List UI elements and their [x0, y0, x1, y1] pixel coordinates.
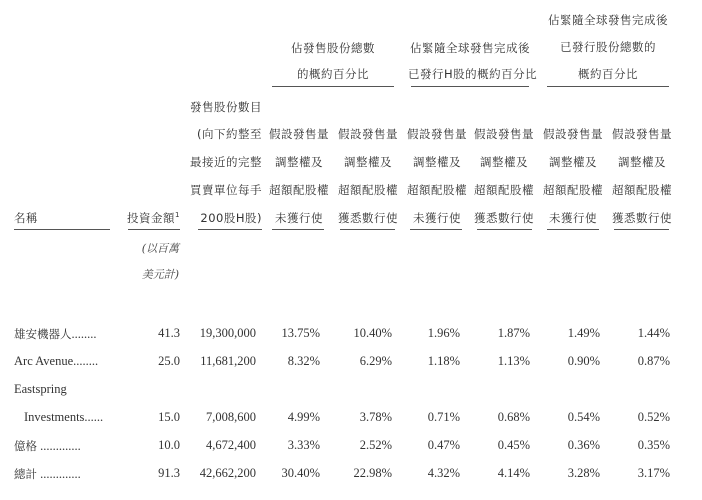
row-name: Eastspring — [14, 382, 67, 396]
pct-total-fully-exercised: 0.87% — [637, 354, 670, 368]
header-line: 獲悉數行使 — [338, 211, 398, 225]
header-line: 買賣單位每手 — [190, 183, 262, 197]
column-underline — [614, 229, 669, 230]
header-line: 未獲行使 — [413, 211, 461, 225]
header-line: 假設發售量 — [612, 127, 672, 141]
header-line: 假設發售量 — [407, 127, 467, 141]
header-line: 超額配股權 — [269, 183, 329, 197]
pct-h-not-exercised: 4.32% — [427, 466, 460, 480]
header-line: 調整權及 — [480, 155, 528, 169]
header-line: 假設發售量 — [338, 127, 398, 141]
shares-value: 42,662,200 — [199, 466, 256, 480]
header-line: 發售股份數目 — [190, 100, 262, 114]
header-line: 調整權及 — [413, 155, 461, 169]
investment-value: 91.3 — [158, 466, 180, 480]
pct-offer-not-exercised: 8.32% — [287, 354, 320, 368]
row-name: Arc Avenue........ — [14, 354, 99, 368]
row-name: 總計 ............. — [14, 467, 81, 481]
pct-total-fully-exercised: 3.17% — [637, 466, 670, 480]
investment-label: 投資金額 — [127, 211, 176, 225]
pct-offer-fully-exercised: 10.40% — [353, 326, 392, 340]
pct-h-fully-exercised: 4.14% — [497, 466, 530, 480]
header-line: 超額配股權 — [612, 183, 672, 197]
investment-unit-line: (以百萬 — [141, 242, 179, 255]
row-name: 億格 ............. — [14, 439, 81, 453]
pct-offer-not-exercised: 30.40% — [281, 466, 320, 480]
pct-h-not-exercised: 1.96% — [427, 326, 460, 340]
footnote-marker: 1 — [175, 211, 180, 220]
pct-offer-fully-exercised: 3.78% — [359, 410, 392, 424]
pct-h-not-exercised: 1.18% — [427, 354, 460, 368]
pct-h-fully-exercised: 0.68% — [497, 410, 530, 424]
group-header-line: 佔緊隨全球發售完成後 — [410, 41, 530, 55]
investment-value: 25.0 — [158, 354, 180, 368]
pct-total-not-exercised: 0.36% — [567, 438, 600, 452]
column-underline — [547, 229, 599, 230]
group-underline — [272, 86, 394, 87]
pct-offer-fully-exercised: 2.52% — [359, 438, 392, 452]
pct-total-not-exercised: 3.28% — [567, 466, 600, 480]
column-header-investment — [122, 210, 180, 226]
investment-value: 15.0 — [158, 410, 180, 424]
pct-h-fully-exercised: 0.45% — [497, 438, 530, 452]
shares-value: 19,300,000 — [199, 326, 256, 340]
group-underline — [547, 86, 669, 87]
row-name: 雄安機器人........ — [14, 327, 97, 341]
header-line: 調整權及 — [344, 155, 392, 169]
header-line: 超額配股權 — [338, 183, 398, 197]
column-underline — [340, 229, 395, 230]
pct-h-fully-exercised: 1.13% — [497, 354, 530, 368]
header-line: 超額配股權 — [407, 183, 467, 197]
group-underline — [411, 86, 529, 87]
column-header-name: 名稱 — [14, 211, 38, 225]
pct-total-fully-exercised: 0.35% — [637, 438, 670, 452]
group-header-line: 佔發售股份總數 — [291, 41, 375, 55]
pct-offer-not-exercised: 4.99% — [287, 410, 320, 424]
header-line: 獲悉數行使 — [474, 211, 534, 225]
investment-unit-line: 美元計) — [141, 268, 179, 281]
pct-offer-fully-exercised: 22.98% — [353, 466, 392, 480]
header-line: 假設發售量 — [543, 127, 603, 141]
column-underline — [14, 229, 110, 230]
shares-value: 4,672,400 — [206, 438, 256, 452]
header-line: (向下約整至 — [197, 127, 262, 141]
shares-value: 7,008,600 — [206, 410, 256, 424]
header-line: 未獲行使 — [549, 211, 597, 225]
column-underline — [477, 229, 532, 230]
pct-offer-not-exercised: 13.75% — [281, 326, 320, 340]
header-line: 調整權及 — [275, 155, 323, 169]
group-header-line: 的概約百分比 — [297, 67, 369, 81]
column-underline — [198, 229, 262, 230]
investment-value: 41.3 — [158, 326, 180, 340]
shares-value: 11,681,200 — [200, 354, 256, 368]
header-line: 調整權及 — [618, 155, 666, 169]
pct-h-not-exercised: 0.71% — [427, 410, 460, 424]
header-line: 未獲行使 — [275, 211, 323, 225]
header-line: 超額配股權 — [543, 183, 603, 197]
pct-offer-not-exercised: 3.33% — [287, 438, 320, 452]
row-name-continued: Investments...... — [24, 410, 104, 424]
group-header-line: 佔緊隨全球發售完成後 — [548, 13, 668, 27]
pct-total-fully-exercised: 1.44% — [637, 326, 670, 340]
pct-total-not-exercised: 0.90% — [567, 354, 600, 368]
pct-h-not-exercised: 0.47% — [427, 438, 460, 452]
group-header-line: 已發行H股的概約百分比 — [408, 67, 538, 81]
header-line: 調整權及 — [549, 155, 597, 169]
header-line: 超額配股權 — [474, 183, 534, 197]
column-underline — [128, 229, 180, 230]
pct-offer-fully-exercised: 6.29% — [359, 354, 392, 368]
column-underline — [272, 229, 324, 230]
header-line: 最接近的完整 — [190, 155, 262, 169]
pct-h-fully-exercised: 1.87% — [497, 326, 530, 340]
column-underline — [410, 229, 462, 230]
group-header-line: 概約百分比 — [578, 67, 638, 81]
investment-value: 10.0 — [158, 438, 180, 452]
group-header-line: 已發行股份總數的 — [560, 40, 656, 54]
pct-total-not-exercised: 0.54% — [567, 410, 600, 424]
header-line: 假設發售量 — [474, 127, 534, 141]
header-line: 200股H股) — [200, 211, 262, 225]
header-line: 假設發售量 — [269, 127, 329, 141]
pct-total-fully-exercised: 0.52% — [637, 410, 670, 424]
header-line: 獲悉數行使 — [612, 211, 672, 225]
pct-total-not-exercised: 1.49% — [567, 326, 600, 340]
